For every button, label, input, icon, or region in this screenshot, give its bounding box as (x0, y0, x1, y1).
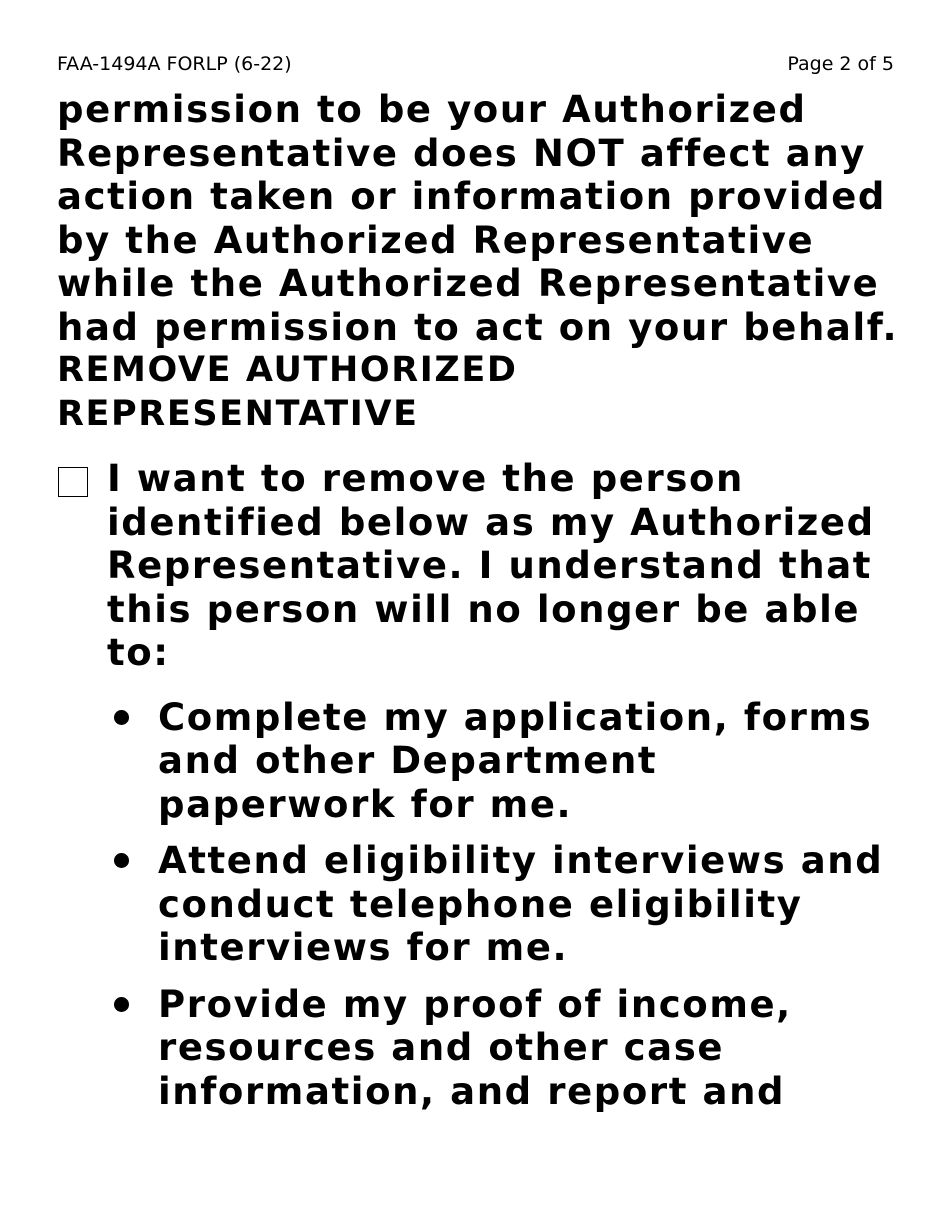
page-number: Page 2 of 5 (787, 53, 894, 75)
list-item-text: Provide my proof of income, resources and other case information, and report and (158, 982, 792, 1113)
list-item-text: Attend eligibility interviews and conduct telephone eligibility interviews for me. (158, 839, 884, 969)
page-header (57, 52, 894, 76)
continued-paragraph: permission to be your Authorized Representative does NOT affect any action taken or information provided by the Authorized Representative while the Authorized Representative had permission to act on your behalf. (57, 88, 899, 349)
list-item-text: Complete my application, forms and other Department paperwork for me. (158, 695, 873, 826)
bullet-icon (114, 997, 129, 1012)
page-content (57, 88, 907, 1126)
list-item (158, 696, 907, 827)
bullet-list (57, 696, 907, 1114)
remove-representative-option (57, 457, 907, 675)
checkbox-label: I want to remove the person identified below as my Authorized Representative. I understand that this person will no longer be able to: (107, 457, 875, 674)
remove-representative-checkbox[interactable] (58, 467, 88, 497)
bullet-icon (114, 710, 129, 725)
list-item (158, 839, 907, 970)
bullet-icon (114, 853, 129, 868)
list-item (158, 983, 907, 1114)
section-heading: REMOVE AUTHORIZED REPRESENTATIVE (57, 350, 518, 434)
form-id: FAA-1494A FORLP (6-22) (57, 53, 292, 75)
